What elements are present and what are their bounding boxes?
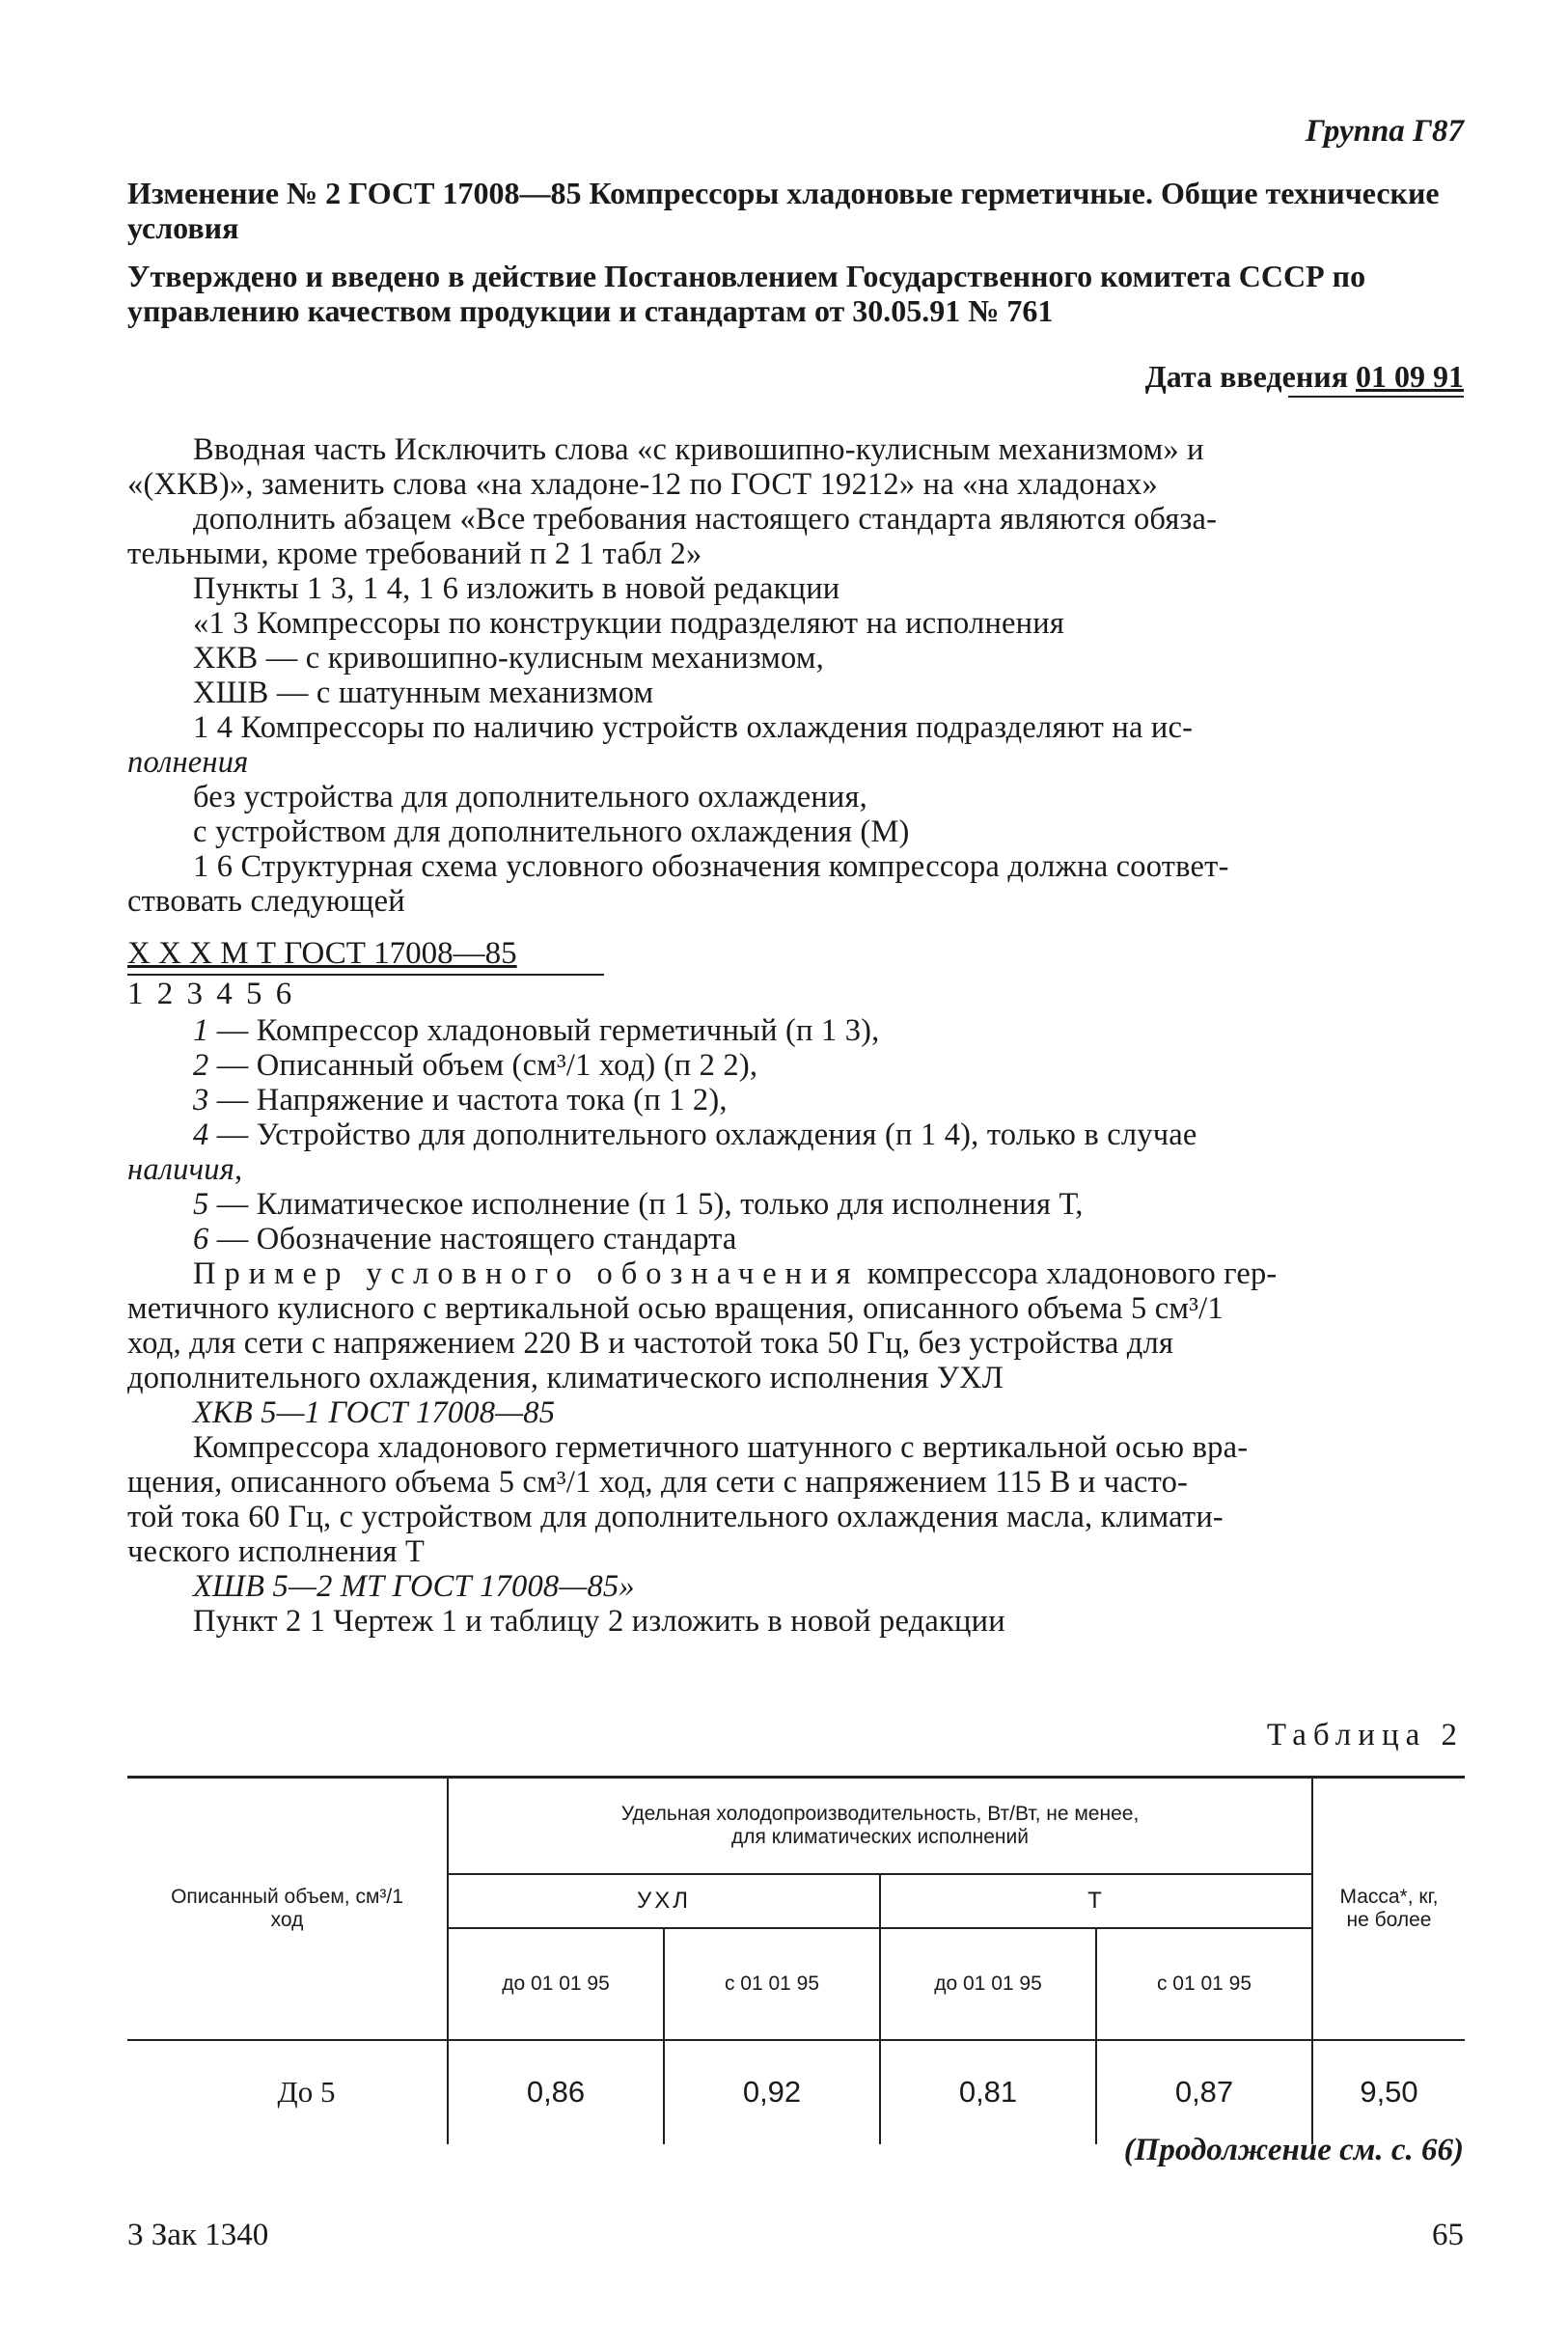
cell-t-before: 0,81 <box>880 2040 1096 2144</box>
approval-statement: Утверждено и введено в действие Постановлением Государственного комитета СССР по управлению качеством продукции и стандартам от 30.05.91 № 761 <box>127 259 1366 328</box>
group-label: Группа Г87 <box>1305 114 1464 149</box>
cell-volume: До 5 <box>277 2075 336 2109</box>
legend-item: наличия, <box>127 1152 243 1187</box>
designation-scheme-numbers: 1 2 3 4 5 6 <box>127 977 292 1011</box>
document-title: Изменение № 2 ГОСТ 17008—85 Компрессоры хладоновые герметичные. Общие технические условия <box>127 176 1440 245</box>
legend-item: 1 — Компрессор хладоновый герметичный (п 1 3), <box>193 1013 880 1048</box>
body-line: «(ХКВ)», заменить слова «на хладоне-12 по ГОСТ 19212» на «на хладонах» <box>127 467 1158 502</box>
body-line: Вводная часть Исключить слова «с кривошипно-кулисным механизмом» и <box>193 432 1204 467</box>
date-label: Дата введения <box>1144 359 1348 394</box>
body-line: дополнить абзацем «Все требования настоящего стандарта являются обяза- <box>193 502 1218 537</box>
subheader-t-before: до 01 01 95 <box>880 1928 1096 2040</box>
amendment-line: Пункт 2 1 Чертеж 1 и таблицу 2 изложить в новой редакции <box>193 1604 1005 1639</box>
body-line: ствовать следующей <box>127 884 405 919</box>
cell-mass: 9,50 <box>1312 2040 1465 2144</box>
body-line: «1 3 Компрессоры по конструкции подразделяют на исполнения <box>193 606 1065 641</box>
scheme-divider <box>127 974 604 976</box>
example-code: ХШВ 5—2 МТ ГОСТ 17008—85» <box>193 1569 635 1604</box>
subheader-t-after: с 01 01 95 <box>1096 1928 1312 2040</box>
example-line: ход, для сети с напряжением 220 В и частотой тока 50 Гц, без устройства для <box>127 1326 1174 1361</box>
cell-uhl-after: 0,92 <box>664 2040 880 2144</box>
example-line: метичного кулисного с вертикальной осью вращения, описанного объема 5 см³/1 <box>127 1291 1224 1326</box>
col-header-t: Т <box>880 1874 1312 1928</box>
effective-date <box>1145 359 1464 395</box>
cell-uhl-before: 0,86 <box>448 2040 664 2144</box>
date-underline <box>1288 396 1464 398</box>
body-line: полнения <box>127 745 249 780</box>
col-header-uhl: УХЛ <box>448 1874 880 1928</box>
cell-t-after: 0,87 <box>1096 2040 1312 2144</box>
example-line: Компрессора хладонового герметичного шатунного с вертикальной осью вра- <box>193 1430 1249 1465</box>
body-line: без устройства для дополнительного охлаждения, <box>193 780 867 814</box>
date-value: 01 09 91 <box>1356 359 1464 394</box>
col-header-group: Удельная холодопроизводительность, Вт/Вт, не менее, для климатических исполнений <box>448 1778 1312 1874</box>
example-code: ХКВ 5—1 ГОСТ 17008—85 <box>193 1395 556 1430</box>
body-line: Пункты 1 3, 1 4, 1 6 изложить в новой редакции <box>193 571 840 606</box>
body-line: 1 6 Структурная схема условного обозначения компрессора должна соответ- <box>193 849 1229 884</box>
example-line: щения, описанного объема 5 см³/1 ход, для сети с напряжением 115 В и часто- <box>127 1465 1189 1500</box>
legend-item: 2 — Описанный объем (см³/1 ход) (п 2 2), <box>193 1048 758 1083</box>
body-line: ХШВ — с шатунным механизмом <box>193 676 654 710</box>
table-caption: Таблица 2 <box>1266 1718 1464 1752</box>
body-line: с устройством для дополнительного охлаждения (М) <box>193 814 910 849</box>
legend-item: 4 — Устройство для дополнительного охлаждения (п 1 4), только в случае <box>193 1117 1197 1152</box>
example-line: той тока 60 Гц, с устройством для дополнительного охлаждения масла, климати- <box>127 1500 1224 1534</box>
continuation-note: (Продолжение см. с. 66) <box>1123 2133 1464 2167</box>
data-table <box>127 1776 1465 2144</box>
col-header-mass: Масса*, кг, не более <box>1312 1778 1465 2040</box>
legend-item: 6 — Обозначение настоящего стандарта <box>193 1222 737 1256</box>
legend-item: 3 — Напряжение и частота тока (п 1 2), <box>193 1083 728 1117</box>
example-line: дополнительного охлаждения, климатического исполнения УХЛ <box>127 1361 1004 1395</box>
subheader-uhl-after: с 01 01 95 <box>664 1928 880 2040</box>
col-header-volume: Описанный объем, см³/1 ход <box>127 1778 448 2040</box>
body-line: 1 4 Компрессоры по наличию устройств охлаждения подразделяют на ис- <box>193 710 1194 745</box>
designation-scheme-top: Х Х Х М Т ГОСТ 17008—85 <box>127 936 517 971</box>
body-line: тельными, кроме требований п 2 1 табл 2» <box>127 537 702 571</box>
example-line: Пример условного обозначения компрессора хладонового гер- <box>193 1256 1278 1291</box>
body-line: ХКВ — с кривошипно-кулисным механизмом, <box>193 641 824 676</box>
legend-item: 5 — Климатическое исполнение (п 1 5), только для исполнения Т, <box>193 1187 1084 1222</box>
subheader-uhl-before: до 01 01 95 <box>448 1928 664 2040</box>
example-line: ческого исполнения Т <box>127 1534 426 1569</box>
page-number: 65 <box>1432 2218 1464 2252</box>
print-order: 3 Зак 1340 <box>127 2218 269 2252</box>
table-row <box>127 2040 1465 2144</box>
